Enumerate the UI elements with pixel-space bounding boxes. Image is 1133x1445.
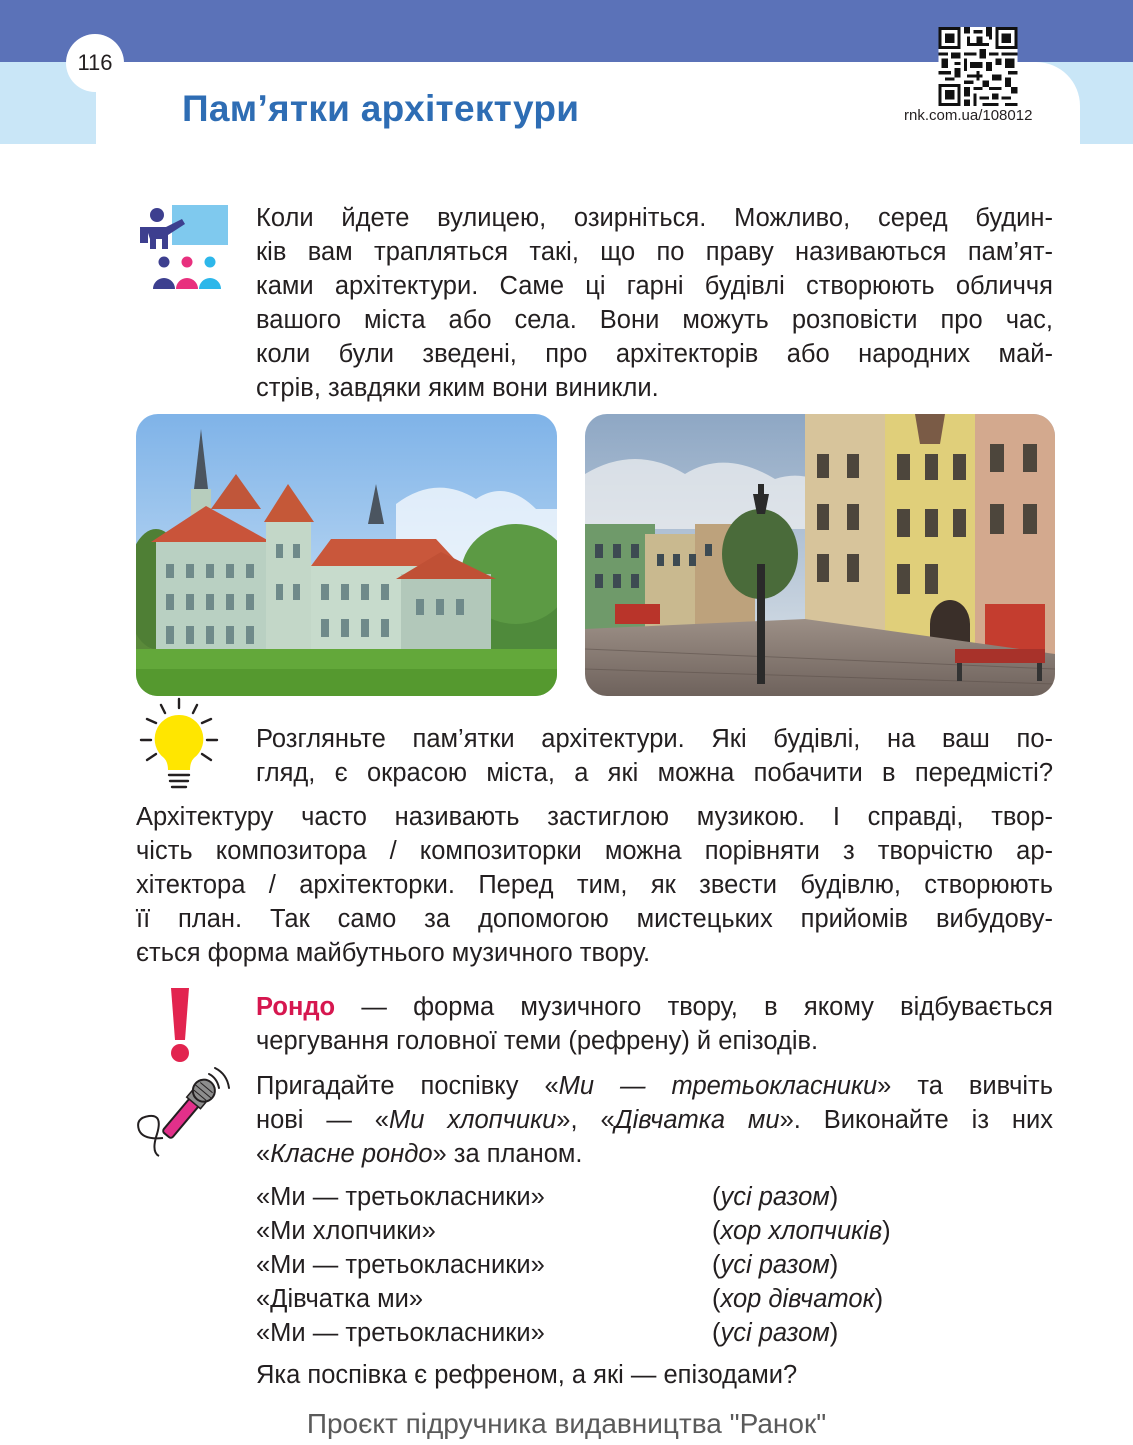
text-line: Архітектуру часто називають застиглою музикою. І справді, твор- bbox=[136, 803, 1053, 831]
definition-line bbox=[256, 990, 1053, 1024]
plan-song: «Дівчатка ми» bbox=[256, 1285, 424, 1313]
page-title: Пам’ятки архітектури bbox=[182, 88, 580, 129]
plan-row bbox=[256, 1282, 956, 1316]
plan-row bbox=[256, 1180, 956, 1214]
plan-performer bbox=[712, 1180, 838, 1214]
text-fragment: « bbox=[256, 1140, 271, 1168]
plan-performer bbox=[712, 1282, 883, 1316]
performer-name: хор дівчаток bbox=[720, 1285, 875, 1313]
exclamation-icon bbox=[163, 986, 197, 1064]
qr-url[interactable]: rnk.com.ua/108012 bbox=[904, 107, 1033, 124]
text-line: коли були зведені, про архітекторів або народних май- bbox=[256, 340, 1053, 368]
plan-performer bbox=[712, 1248, 838, 1282]
song-task-line bbox=[256, 1137, 1053, 1171]
text-fragment: Пригадайте поспівку « bbox=[256, 1072, 559, 1100]
footer-watermark: Проєкт підручника видавництва "Ранок" bbox=[306, 1408, 827, 1439]
plan-song: «Ми — третьокласники» bbox=[256, 1251, 545, 1279]
text-line: Коли йдете вулицею, озирніться. Можливо, серед будин- bbox=[256, 204, 1053, 232]
text-fragment: ) bbox=[874, 1285, 884, 1313]
plan-song: «Ми хлопчики» bbox=[256, 1217, 436, 1245]
definition-text bbox=[256, 990, 1053, 1058]
castle-photo bbox=[136, 414, 557, 696]
definition-line-2: чергування головної теми (рефрену) й епізодів. bbox=[256, 1027, 819, 1055]
text-fragment: » за планом. bbox=[432, 1140, 583, 1168]
lightbulb-icon bbox=[137, 697, 223, 793]
text-fragment: ( bbox=[712, 1217, 721, 1245]
song-title: Класне рондо bbox=[270, 1140, 433, 1168]
task-text bbox=[256, 722, 1053, 790]
closing-question bbox=[256, 1358, 1053, 1392]
microphone-icon bbox=[131, 1066, 231, 1158]
text-fragment: ». Виконайте із них bbox=[779, 1106, 1053, 1134]
text-fragment: » та вивчіть bbox=[877, 1072, 1053, 1100]
text-fragment: ) bbox=[829, 1183, 839, 1211]
text-fragment: ( bbox=[712, 1319, 721, 1347]
text-line: хітектора / архітекторки. Перед тим, як звести будівлю, створюють bbox=[136, 871, 1053, 899]
town-square-photo bbox=[585, 414, 1055, 696]
song-title: Дівчатка ми bbox=[614, 1106, 780, 1134]
text-line: вашого міста або села. Вони можуть розповісти про час, bbox=[256, 306, 1053, 334]
definition-rest: — форма музичного твору, в якому відбувається bbox=[335, 993, 1053, 1021]
intro-text bbox=[256, 201, 1053, 405]
text-fragment: ) bbox=[882, 1217, 891, 1245]
page-number: 116 bbox=[66, 34, 124, 92]
question-line: Яка поспівка є рефреном, а які — епізодами? bbox=[256, 1361, 798, 1389]
performer-name: усі разом bbox=[720, 1183, 830, 1211]
text-line: гляд, є окрасою міста, а які можна побачити в передмісті? bbox=[256, 759, 1053, 787]
rondo-term: Рондо bbox=[256, 993, 336, 1021]
song-task-line bbox=[256, 1069, 1053, 1103]
text-line: ється форма майбутнього музичного твору. bbox=[136, 939, 651, 967]
text-fragment: ( bbox=[712, 1285, 721, 1313]
text-line: Розгляньте пам’ятки архітектури. Які будівлі, на ваш по- bbox=[256, 725, 1053, 753]
text-line: ків вам трапляться такі, що по праву називаються пам’ят- bbox=[256, 238, 1053, 266]
teacher-board-icon bbox=[134, 203, 228, 291]
performer-name: усі разом bbox=[720, 1319, 830, 1347]
text-line: стрів, завдяки яким вони виникли. bbox=[256, 374, 659, 402]
plan-row bbox=[256, 1248, 956, 1282]
text-line: її план. Так само за допомогою мистецьких прийомів вибудову- bbox=[136, 905, 1053, 933]
plan-performer bbox=[712, 1316, 838, 1350]
text-fragment: », « bbox=[556, 1106, 615, 1134]
song-task-line bbox=[256, 1103, 1053, 1137]
qr-code-icon[interactable] bbox=[937, 27, 1019, 106]
plan-row bbox=[256, 1316, 956, 1350]
text-fragment: ) bbox=[829, 1319, 839, 1347]
text-line: чість композитора / композиторки можна порівняти з творчістю ар- bbox=[136, 837, 1053, 865]
text-fragment: ) bbox=[829, 1251, 839, 1279]
song-title: Ми — третьокласники bbox=[558, 1072, 878, 1100]
text-fragment: ( bbox=[712, 1251, 721, 1279]
performer-name: хор хлопчиків bbox=[720, 1217, 883, 1245]
plan-song: «Ми — третьокласники» bbox=[256, 1319, 545, 1347]
text-fragment: нові — « bbox=[256, 1106, 389, 1134]
song-title: Ми хлопчики bbox=[389, 1106, 557, 1134]
plan-performer bbox=[712, 1214, 891, 1248]
text-fragment: ( bbox=[712, 1183, 721, 1211]
plan-song: «Ми — третьокласники» bbox=[256, 1183, 545, 1211]
performer-name: усі разом bbox=[720, 1251, 830, 1279]
text-line: ками архітектури. Саме ці гарні будівлі створюють обличчя bbox=[256, 272, 1053, 300]
architecture-paragraph bbox=[136, 800, 1053, 970]
plan-row bbox=[256, 1214, 956, 1248]
song-task-text bbox=[256, 1069, 1053, 1171]
